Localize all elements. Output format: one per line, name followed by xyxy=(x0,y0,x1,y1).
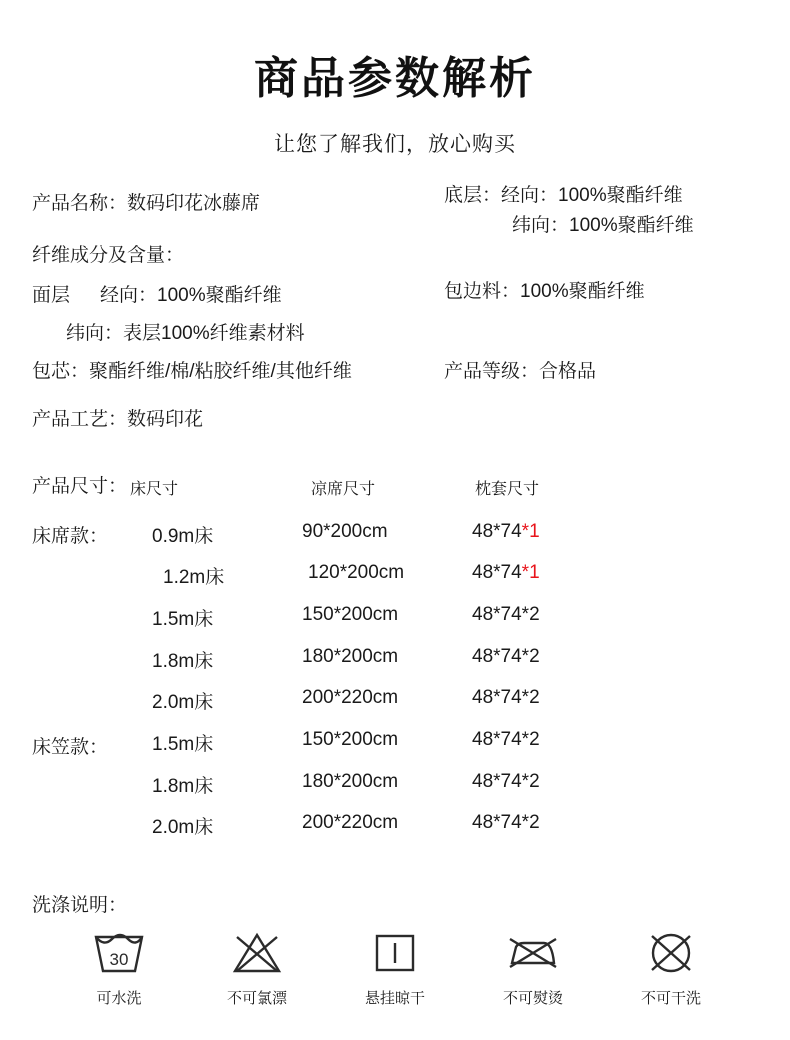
pillow-star: * xyxy=(521,604,530,625)
drip-dry-hang-icon xyxy=(370,925,420,979)
pillow-star: * xyxy=(521,521,530,542)
table-row xyxy=(472,521,540,543)
table-row xyxy=(472,729,540,751)
no-dry-clean-icon xyxy=(645,925,697,979)
table-row xyxy=(472,646,540,668)
edging-material: 包边料：100%聚酯纤维 xyxy=(444,281,645,302)
pillow-size: 48*74 xyxy=(472,521,522,542)
face-layer-label: 面层 xyxy=(32,285,71,306)
wash-icon-caption: 不可熨烫 xyxy=(502,990,563,1007)
pillow-star: * xyxy=(521,729,530,750)
pillow-star: * xyxy=(521,771,530,792)
machine-wash-30-icon xyxy=(90,925,148,979)
pillow-count: 2 xyxy=(529,687,540,708)
face-layer-weft: 纬向：表层100%纤维素材料 xyxy=(66,323,305,344)
wash-icon-cell xyxy=(621,925,721,1008)
product-name-row xyxy=(32,194,260,213)
group-label-fitted-style: 床笠款： xyxy=(32,737,109,758)
wash-icon-caption: 不可氯漂 xyxy=(226,990,287,1007)
craft-label: 产品工艺： xyxy=(32,409,128,430)
table-row: 180*200cm xyxy=(302,771,399,792)
wash-temp-text: 30 xyxy=(109,950,129,969)
pillow-count: 1 xyxy=(529,562,540,583)
wash-icon-cell xyxy=(345,925,445,1008)
table-row: 120*200cm xyxy=(308,562,405,583)
pillow-count: 1 xyxy=(529,521,540,542)
table-row xyxy=(472,562,540,584)
table-row: 2.0m床 xyxy=(152,692,214,713)
wash-icon-cell xyxy=(69,925,169,1008)
table-row: 180*200cm xyxy=(302,646,399,667)
column-header-mat: 凉席尺寸 xyxy=(311,481,376,498)
pillow-size: 48*74 xyxy=(472,729,522,750)
table-row: 1.8m床 xyxy=(152,776,214,797)
table-row xyxy=(472,604,540,626)
pillow-star: * xyxy=(521,687,530,708)
page-title: 商品参数解析 xyxy=(254,54,536,103)
column-header-bed: 床尺寸 xyxy=(130,481,179,498)
fiber-content-label: 纤维成分及含量： xyxy=(32,245,185,266)
face-layer-warp: 经向：100%聚酯纤维 xyxy=(100,285,282,306)
core-material: 包芯：聚酯纤维/棉/粘胶纤维/其他纤维 xyxy=(32,361,352,382)
pillow-star: * xyxy=(521,562,530,583)
pillow-star: * xyxy=(521,646,530,667)
wash-icon-row xyxy=(0,925,790,1008)
size-title: 产品尺寸： xyxy=(32,476,128,497)
table-row: 1.8m床 xyxy=(152,651,214,672)
table-row xyxy=(472,812,540,834)
pillow-size: 48*74 xyxy=(472,604,522,625)
product-name-label: 产品名称： xyxy=(32,193,128,214)
pillow-size: 48*74 xyxy=(472,562,522,583)
wash-icon-caption: 悬挂晾干 xyxy=(364,990,425,1007)
pillow-count: 2 xyxy=(529,812,540,833)
table-row: 1.5m床 xyxy=(152,609,214,630)
pillow-size: 48*74 xyxy=(472,646,522,667)
table-row: 1.5m床 xyxy=(152,734,214,755)
table-row: 0.9m床 xyxy=(152,526,214,547)
table-row xyxy=(472,687,540,709)
craft-value: 数码印花 xyxy=(127,409,204,430)
wash-icon-cell xyxy=(207,925,307,1008)
table-row: 2.0m床 xyxy=(152,817,214,838)
pillow-count: 2 xyxy=(529,729,540,750)
wash-icon-cell xyxy=(483,925,583,1008)
pillow-size: 48*74 xyxy=(472,687,522,708)
pillow-size: 48*74 xyxy=(472,812,522,833)
column-header-pillow: 枕套尺寸 xyxy=(475,481,540,498)
wash-icon-caption: 不可干洗 xyxy=(640,990,701,1007)
no-iron-icon xyxy=(504,925,562,979)
group-label-mat-style: 床席款： xyxy=(32,526,109,547)
product-grade: 产品等级：合格品 xyxy=(444,361,597,382)
pillow-count: 2 xyxy=(529,646,540,667)
table-row xyxy=(472,771,540,793)
page-subtitle: 让您了解我们，放心购买 xyxy=(274,133,516,156)
product-name-value: 数码印花冰藤席 xyxy=(127,193,261,214)
bottom-layer-warp: 底层：经向：100%聚酯纤维 xyxy=(444,185,683,206)
pillow-star: * xyxy=(521,812,530,833)
craft-row xyxy=(32,410,203,429)
pillow-count: 2 xyxy=(529,604,540,625)
pillow-count: 2 xyxy=(529,771,540,792)
no-bleach-icon xyxy=(229,925,285,979)
table-row: 90*200cm xyxy=(302,521,388,542)
wash-icon-caption: 可水洗 xyxy=(96,990,142,1007)
table-row: 150*200cm xyxy=(302,604,399,625)
wash-instructions-label: 洗涤说明： xyxy=(32,895,128,916)
table-row: 1.2m床 xyxy=(163,567,225,588)
bottom-layer-weft: 纬向：100%聚酯纤维 xyxy=(512,215,694,236)
pillow-size: 48*74 xyxy=(472,771,522,792)
table-row: 150*200cm xyxy=(302,729,399,750)
table-row: 200*220cm xyxy=(302,687,399,708)
table-row: 200*220cm xyxy=(302,812,399,833)
